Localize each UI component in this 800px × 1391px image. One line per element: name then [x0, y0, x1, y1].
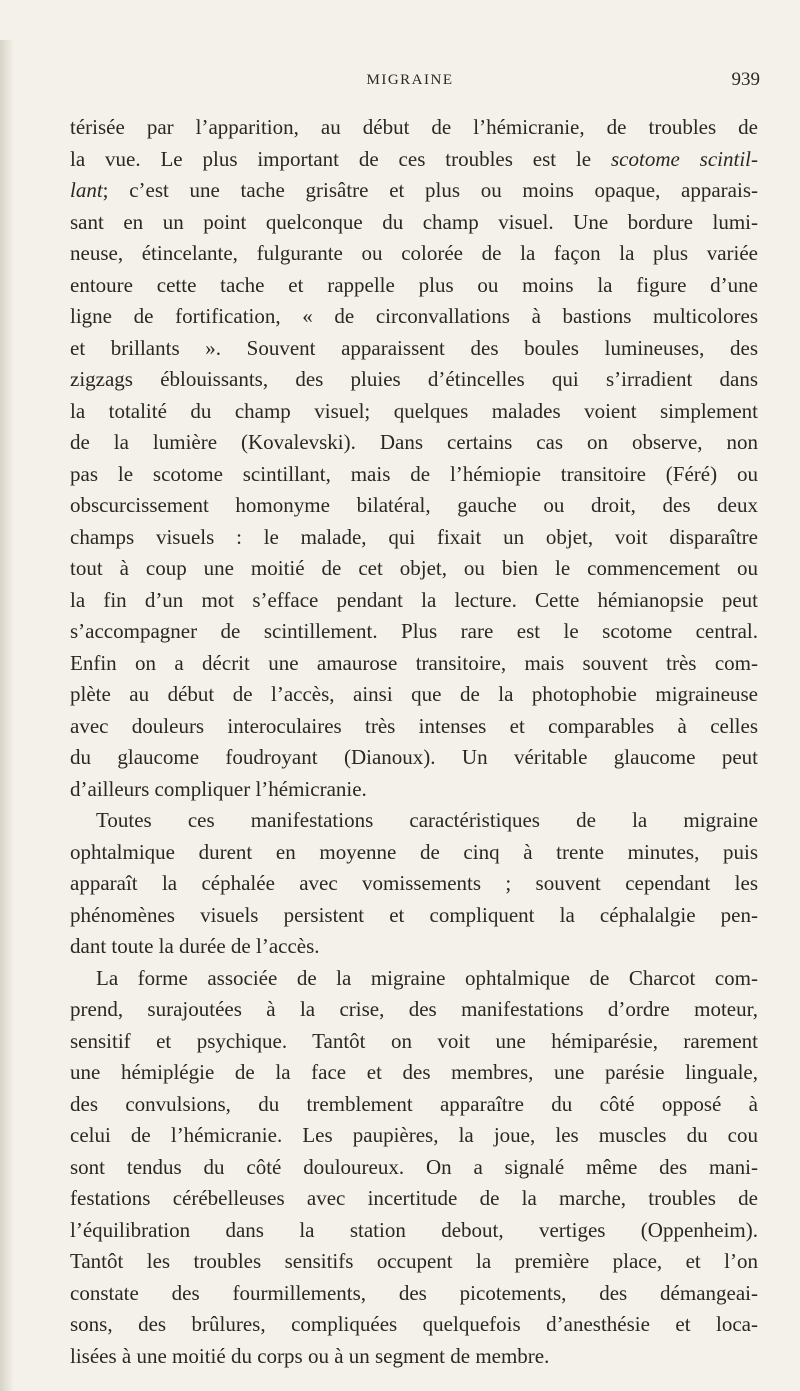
text-line — [70, 396, 758, 428]
italic-term: lant — [70, 178, 103, 202]
text-line — [70, 1341, 758, 1373]
text-line — [70, 175, 758, 207]
text-line — [70, 333, 758, 365]
text-run: constate des fourmillements, des picotements, des démangeai- — [70, 1280, 758, 1305]
text-run: d’ailleurs compliquer l’hémicranie. — [70, 776, 367, 801]
text-line — [70, 994, 758, 1026]
text-run: avec douleurs interoculaires très intenses et comparables à celles — [70, 713, 758, 738]
text-line — [70, 742, 758, 774]
text-line — [70, 837, 758, 869]
text-run: plète au début de l’accès, ainsi que de la photophobie migraineuse — [70, 682, 758, 706]
text-run: apparaît la céphalée avec vomissements ; souvent cependant les — [70, 871, 758, 895]
text-line — [70, 679, 758, 711]
text-run: celui de l’hémicranie. Les paupières, la joue, les muscles du cou — [70, 1123, 758, 1147]
text-line — [70, 963, 758, 995]
text-line — [70, 553, 758, 585]
text-run: l’équilibration dans la station debout, vertiges (Oppenheim). — [70, 1217, 758, 1242]
text-line — [70, 1089, 758, 1121]
text-run: la vue. Le plus important de ces troubles est le — [70, 146, 611, 171]
text-run: et brillants ». Souvent apparaissent des boules lumineuses, des — [70, 335, 758, 360]
text-run: Toutes ces manifestations caractéristiques de la migraine — [96, 808, 758, 832]
text-line — [70, 931, 758, 963]
text-run: Tantôt les troubles sensitifs occupent la première place, et l’on — [70, 1249, 758, 1273]
text-line — [70, 1309, 758, 1341]
text-run: ophtalmique durent en moyenne de cinq à trente minutes, puis — [70, 839, 758, 864]
text-run: une hémiplégie de la face et des membres, une parésie linguale, — [70, 1060, 758, 1084]
text-line — [70, 207, 758, 239]
text-line — [70, 648, 758, 680]
text-line — [70, 711, 758, 743]
text-run: de la lumière (Kovalevski). Dans certains cas on observe, non — [70, 430, 758, 454]
text-line — [70, 459, 758, 491]
text-line — [70, 1278, 758, 1310]
text-line — [70, 616, 758, 648]
text-run: dant toute la durée de l’accès. — [70, 934, 320, 958]
text-run: prend, surajoutées à la crise, des manifestations d’ordre moteur, — [70, 997, 758, 1021]
text-run: obscurcissement homonyme bilatéral, gauche ou droit, des deux — [70, 493, 758, 517]
text-line — [70, 774, 758, 806]
running-head — [60, 69, 760, 98]
text-line — [70, 490, 758, 522]
page-number: 939 — [731, 69, 760, 90]
page-edge-shadow — [0, 40, 14, 1391]
text-run: phénomènes visuels persistent et compliquent la céphalalgie pen- — [70, 902, 758, 927]
text-run: térisée par l’apparition, au début de l’hémicranie, de troubles de — [70, 115, 758, 139]
text-run: tout à coup une moitié de cet objet, ou bien le commencement ou — [70, 556, 758, 580]
text-run: Enfin on a décrit une amaurose transitoire, mais souvent très com- — [70, 650, 758, 675]
text-run: sons, des brûlures, compliquées quelquefois d’anesthésie et loca- — [70, 1312, 758, 1336]
text-run: du glaucome foudroyant (Dianoux). Un véritable glaucome peut — [70, 745, 758, 769]
text-line — [70, 1183, 758, 1215]
running-title: MIGRAINE — [366, 72, 454, 88]
text-run: festations cérébelleuses avec incertitude de la marche, troubles de — [70, 1186, 758, 1210]
text-run: neuse, étincelante, fulgurante ou colorée de la façon la plus variée — [70, 241, 758, 265]
text-run: lisées à une moitié du corps ou à un segment de membre. — [70, 1343, 550, 1368]
italic-term: scotome scintil- — [611, 146, 759, 171]
text-run: ; c’est une tache grisâtre et plus ou moins opaque, apparais- — [102, 178, 758, 202]
text-line — [70, 238, 758, 270]
text-run: entoure cette tache et rappelle plus ou moins la figure d’une — [70, 272, 758, 297]
text-run: des convulsions, du tremblement apparaître du côté opposé à — [70, 1091, 758, 1116]
text-line — [70, 805, 758, 837]
text-run: la totalité du champ visuel; quelques malades voient simplement — [70, 398, 758, 423]
text-run: sant en un point quelconque du champ visuel. Une bordure lumi- — [70, 209, 758, 234]
text-run: champs visuels : le malade, qui fixait un objet, voit disparaître — [70, 524, 758, 549]
text-run: zigzags éblouissants, des pluies d’étincelles qui s’irradient dans — [70, 367, 758, 391]
text-line — [70, 427, 758, 459]
text-line — [70, 1246, 758, 1278]
text-line — [70, 868, 758, 900]
text-line — [70, 270, 758, 302]
text-line — [70, 364, 758, 396]
text-line — [70, 1152, 758, 1184]
text-line — [70, 585, 758, 617]
body-text — [70, 112, 758, 1372]
text-run: ligne de fortification, « de circonvallations à bastions multicolores — [70, 304, 758, 328]
text-line — [70, 1026, 758, 1058]
text-run: sont tendus du côté douloureux. On a signalé même des mani- — [70, 1154, 758, 1179]
text-run: s’accompagner de scintillement. Plus rare est le scotome central. — [70, 619, 758, 643]
text-line — [70, 1215, 758, 1247]
text-line — [70, 900, 758, 932]
text-line — [70, 1057, 758, 1089]
text-line — [70, 112, 758, 144]
text-run: sensitif et psychique. Tantôt on voit une hémiparésie, rarement — [70, 1028, 758, 1053]
text-line — [70, 301, 758, 333]
text-line — [70, 144, 758, 176]
text-run: La forme associée de la migraine ophtalmique de Charcot com- — [96, 965, 758, 990]
text-line — [70, 1120, 758, 1152]
text-run: la fin d’un mot s’efface pendant la lecture. Cette hémianopsie peut — [70, 587, 758, 612]
text-run: pas le scotome scintillant, mais de l’hémiopie transitoire (Féré) ou — [70, 461, 758, 486]
text-line — [70, 522, 758, 554]
